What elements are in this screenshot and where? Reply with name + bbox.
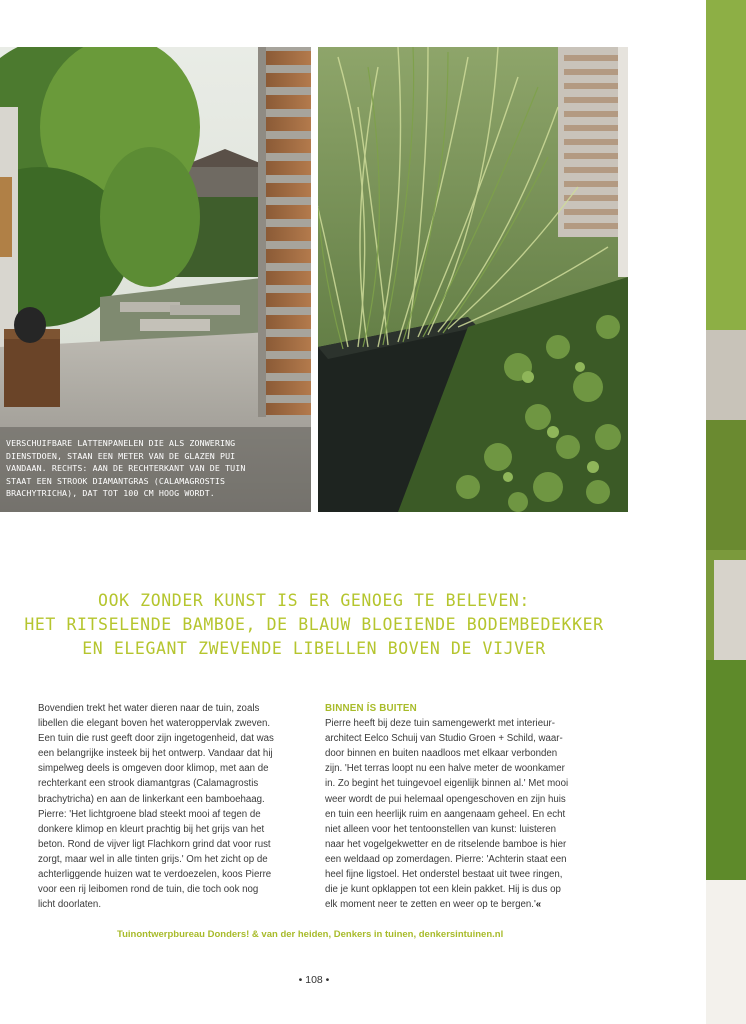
last-line-text: elk moment neer te zetten en weer op te bergen.' (325, 899, 536, 911)
body-line: achterliggende huizen wat te verdoezelen, koos Pierre (38, 869, 272, 881)
photo-caption (6, 437, 268, 500)
body-line: Pierre heeft bij deze tuin samengewerkt met interieur- (325, 718, 555, 730)
body-line: weer wordt de pui helemaal opengeschoven en zijn huis (325, 793, 566, 805)
body-line: in. Zo begint het tuingevoel eigenlijk binnen al.' Met mooi (325, 778, 569, 790)
body-line: die je kunt opklappen tot een klein pakket. Hij is dus op (325, 884, 561, 896)
caption-line: VANDAAN. RECHTS: AAN DE RECHTERKANT VAN DE TUIN (6, 463, 246, 474)
body-column-left (38, 701, 308, 912)
caption-line: VERSCHUIFBARE LATTENPANELEN DIE ALS ZONWERING (6, 438, 236, 448)
pull-quote-line: EN ELEGANT ZWEVENDE LIBELLEN BOVEN DE VIJVER (82, 639, 546, 658)
caption-line: STAAT EEN STROOK DIAMANTGRAS (CALAMAGROSTIS (6, 475, 226, 486)
body-line: zijn. 'Het terras loopt nu een halve meter de woonkamer (325, 763, 565, 775)
diamond-grass-photo (318, 47, 628, 512)
body-line: zorgt, maar wel in alle tinten grijs.' Om het zicht op de (38, 853, 268, 865)
body-line: een belangrijke insteek bij het ontwerp. Vandaar dat hij (38, 748, 273, 760)
body-line: licht doorlaten. (38, 899, 102, 911)
body-line: architect Eelco Schuij van Studio Groen + Schild, waar- (325, 733, 563, 745)
body-line: een weldaad op zomerdagen. Pierre: 'Achterin staat een (325, 853, 567, 865)
body-line: Een tuin die rust geeft door zijn ingetogenheid, dat was (38, 733, 274, 745)
body-line: beton. Rond de vijver ligt Flachkorn grind dat voor rust (38, 838, 271, 850)
body-line: en tuin een heerlijk ruim en aangenaam geheel. En echt (325, 808, 566, 820)
next-page-edge-photo (706, 0, 746, 1024)
body-line: libellen die elegant boven het wateroppervlak zweven. (38, 718, 271, 730)
body-line: naar het vogelgekwetter en de ritselende bamboe is hier (325, 838, 567, 850)
body-line: simpelweg deels is omgeven door klimop, met aan de (38, 763, 269, 775)
body-line: door binnen en buiten naadloos met elkaar verbonden (325, 748, 558, 760)
body-line: Bovendien trekt het water dieren naar de tuin, zoals (38, 703, 260, 714)
body-line-last (325, 897, 595, 912)
body-line: voor een rij leibomen rond de tuin, die toch ook nog (38, 884, 259, 896)
pull-quote-line: OOK ZONDER KUNST IS ER GENOEG TE BELEVEN: (98, 591, 530, 610)
body-line: rechterkant een strook diamantgras (Calamagrostis (38, 778, 259, 790)
caption-line: BRACHYTRICHA), DAT TOT 100 CM HOOG WORDT. (6, 488, 215, 499)
body-line: heel fijne ligstoel. Het onderstel bestaat uit twee ringen, (325, 869, 563, 881)
body-line: donkere klimop en kleurt prachtig bij het grijs van het (38, 823, 265, 835)
page-number: • 108 • (298, 974, 330, 986)
designer-credit: Tuinontwerpbureau Donders! & van der heiden, Denkers in tuinen, denkersintuinen.nl (117, 929, 504, 940)
body-line: brachytricha) en aan de linkerkant een bamboehaag. (38, 793, 265, 805)
body-line: niet alleen voor het tentoonstellen van kunst: luisteren (325, 823, 557, 835)
body-line: Pierre: 'Het lichtgroene blad steekt mooi af tegen de (38, 808, 261, 820)
pull-quote-line: HET RITSELENDE BAMBOE, DE BLAUW BLOEIENDE BODEMBEDEKKER (24, 615, 604, 634)
end-mark-icon: « (535, 899, 542, 911)
caption-line: DIENSTDOEN, STAAN EEN METER VAN DE GLAZEN PUI (6, 450, 236, 461)
body-column-right (325, 701, 595, 912)
pull-quote (0, 589, 628, 661)
section-subhead: BINNEN ÍS BUITEN (325, 703, 417, 714)
